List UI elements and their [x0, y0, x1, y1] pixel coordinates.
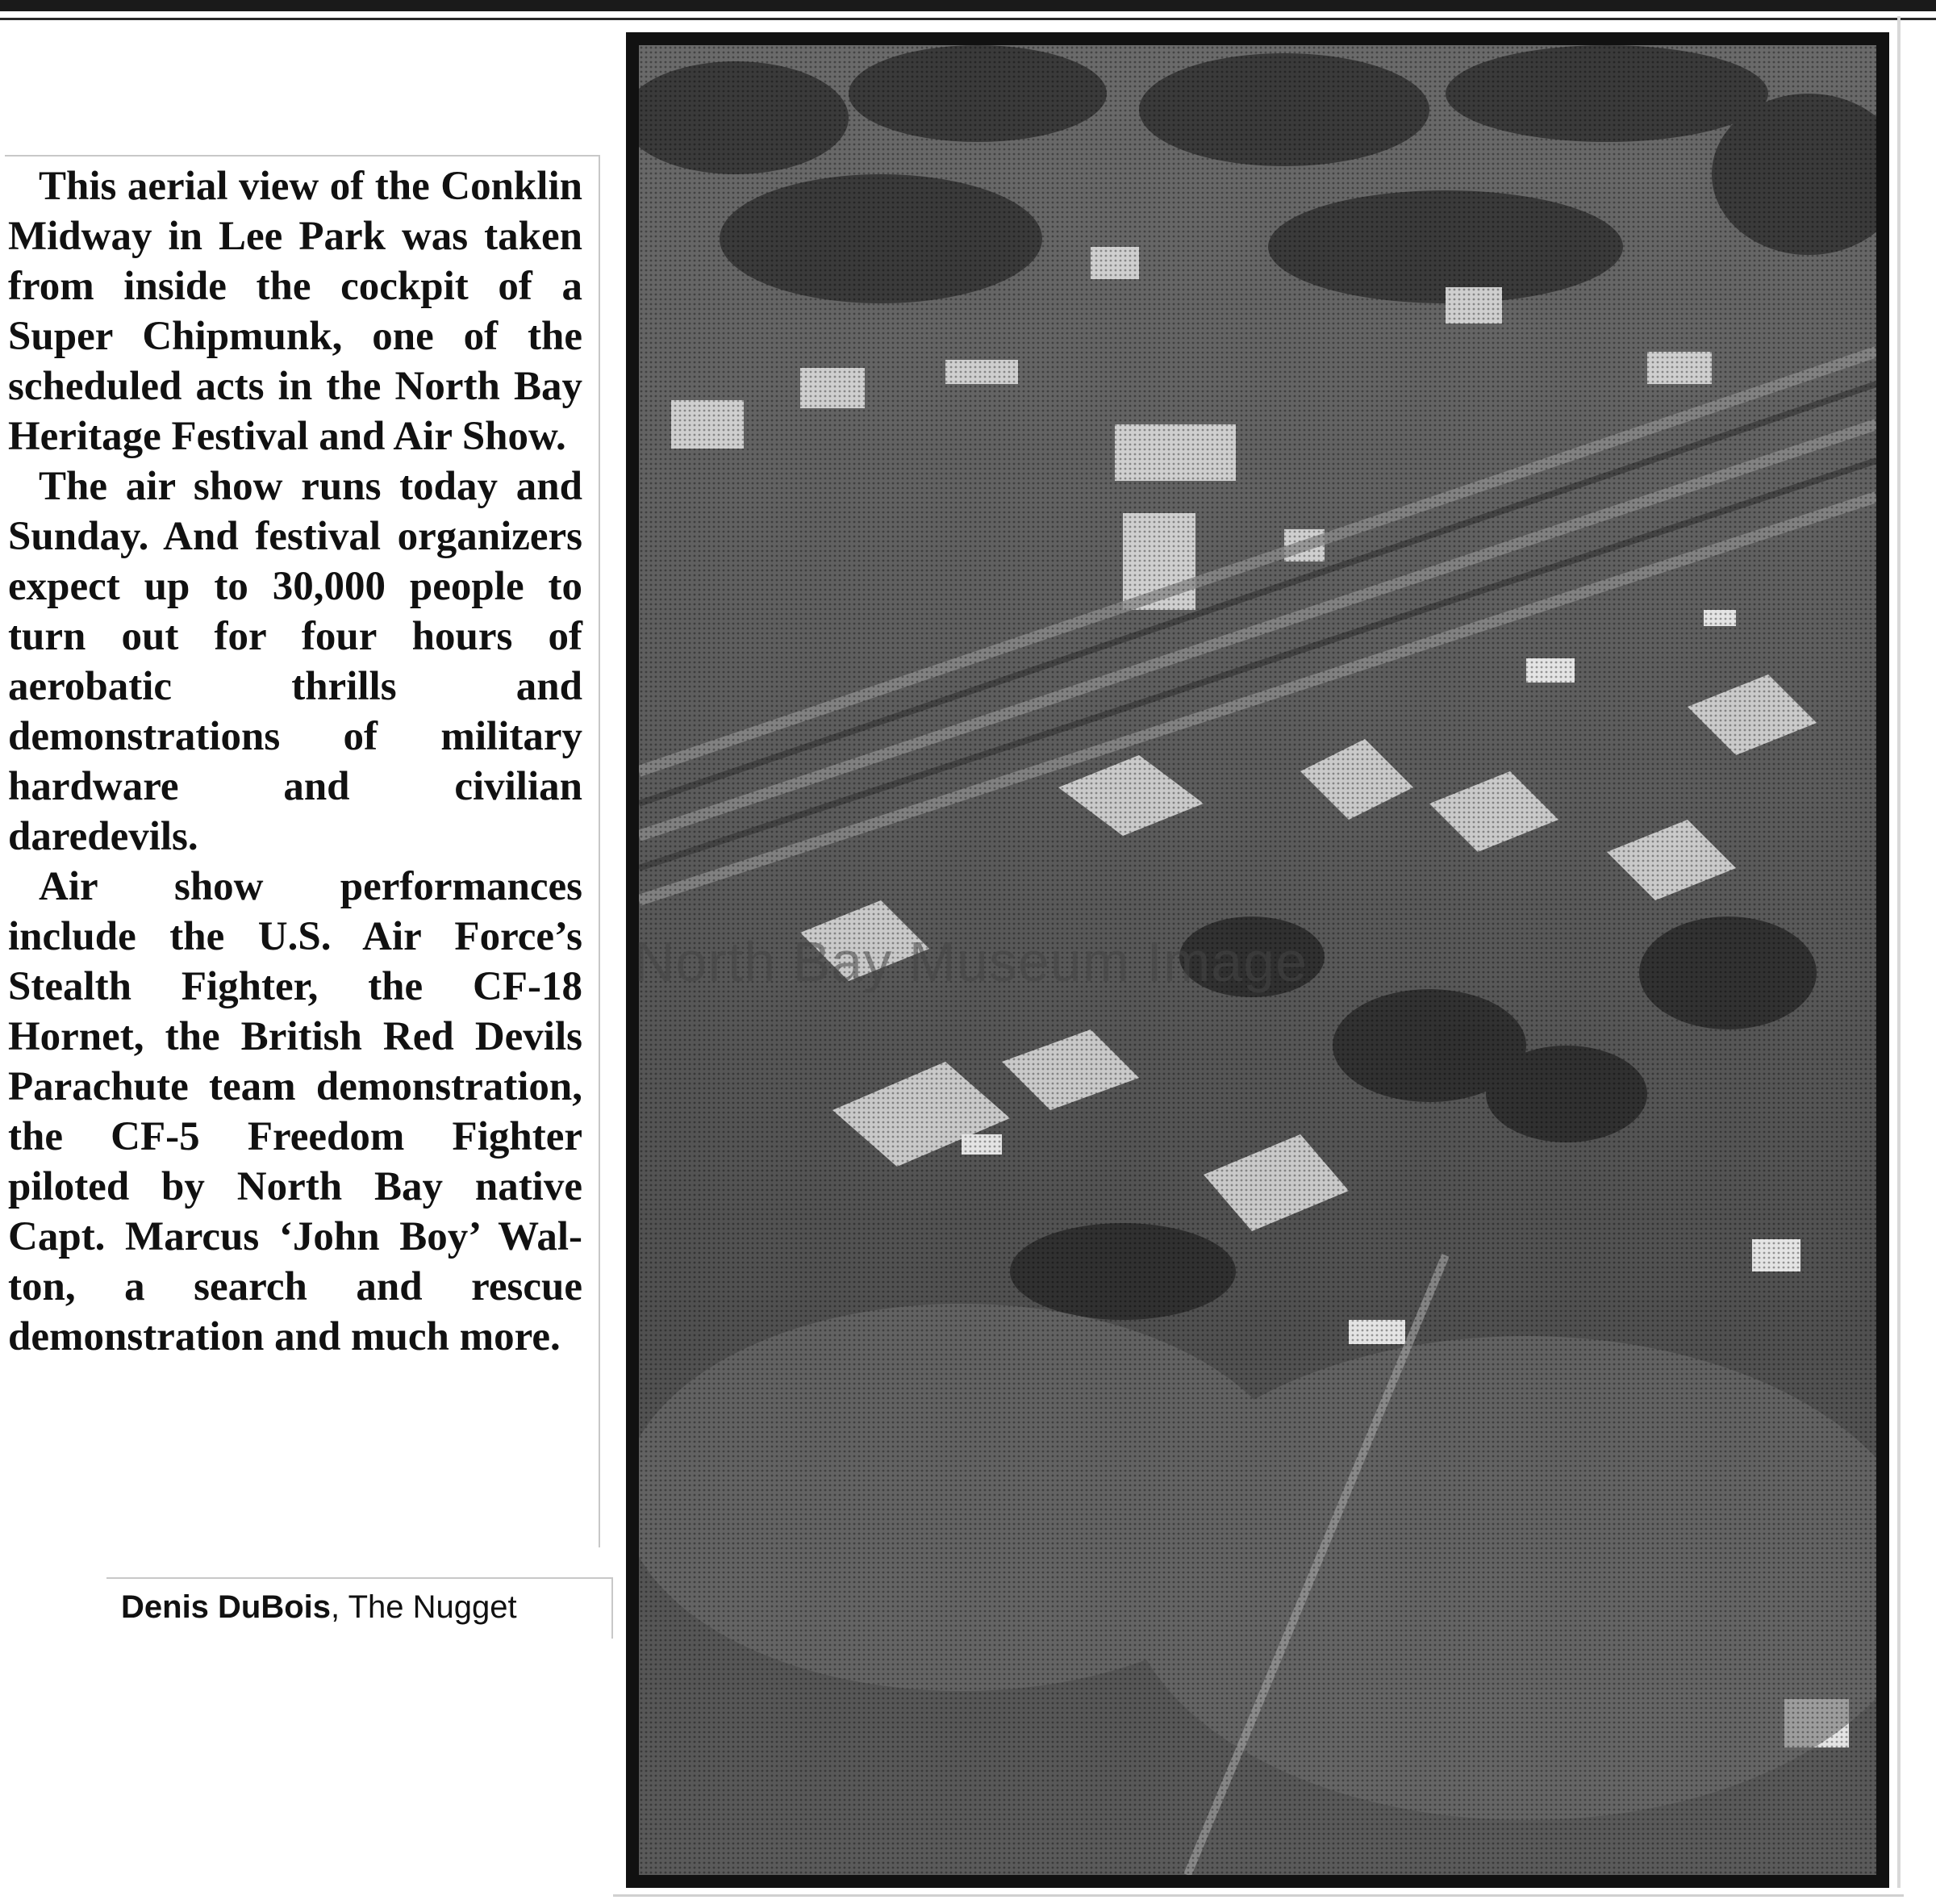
- publication-name: The Nugget: [348, 1589, 517, 1625]
- photo-caption: [8, 161, 582, 1362]
- photo-credit: [121, 1588, 517, 1626]
- clipping-edge-right: [1897, 16, 1901, 1888]
- museum-watermark: North Bay Museum Image: [634, 930, 1308, 993]
- top-thin-rule: [0, 18, 1936, 20]
- clipping-edge-bottom: [613, 1894, 1904, 1897]
- photographer-name: Denis DuBois: [121, 1589, 332, 1625]
- caption-paragraph: This aerial view of the Conklin Midway in Lee Park was taken from inside the cockpit of a Super Chipmunk, one of the scheduled acts in the North Bay Heritage Festival and Air Show.: [8, 164, 582, 459]
- credit-separator: ,: [331, 1589, 348, 1625]
- caption-paragraph: The air show runs today and Sunday. And festival organizers expect up to 30,000 people to turn out for four hours of aerobatic thrills and demonstrations of military hardware and civilian daredevils.: [8, 464, 582, 859]
- caption-paragraph: Air show performances include the U.S. Air Force’s Stealth Fighter, the CF-18 Hornet, the British Red Devils Parachute team demonstration, the CF-5 Freedom Fighter piloted by North Bay native Capt. Marcus ‘John Boy’ Walton, a search and rescue demonstration and much more.: [8, 864, 582, 1359]
- top-edge-rule: [0, 0, 1936, 11]
